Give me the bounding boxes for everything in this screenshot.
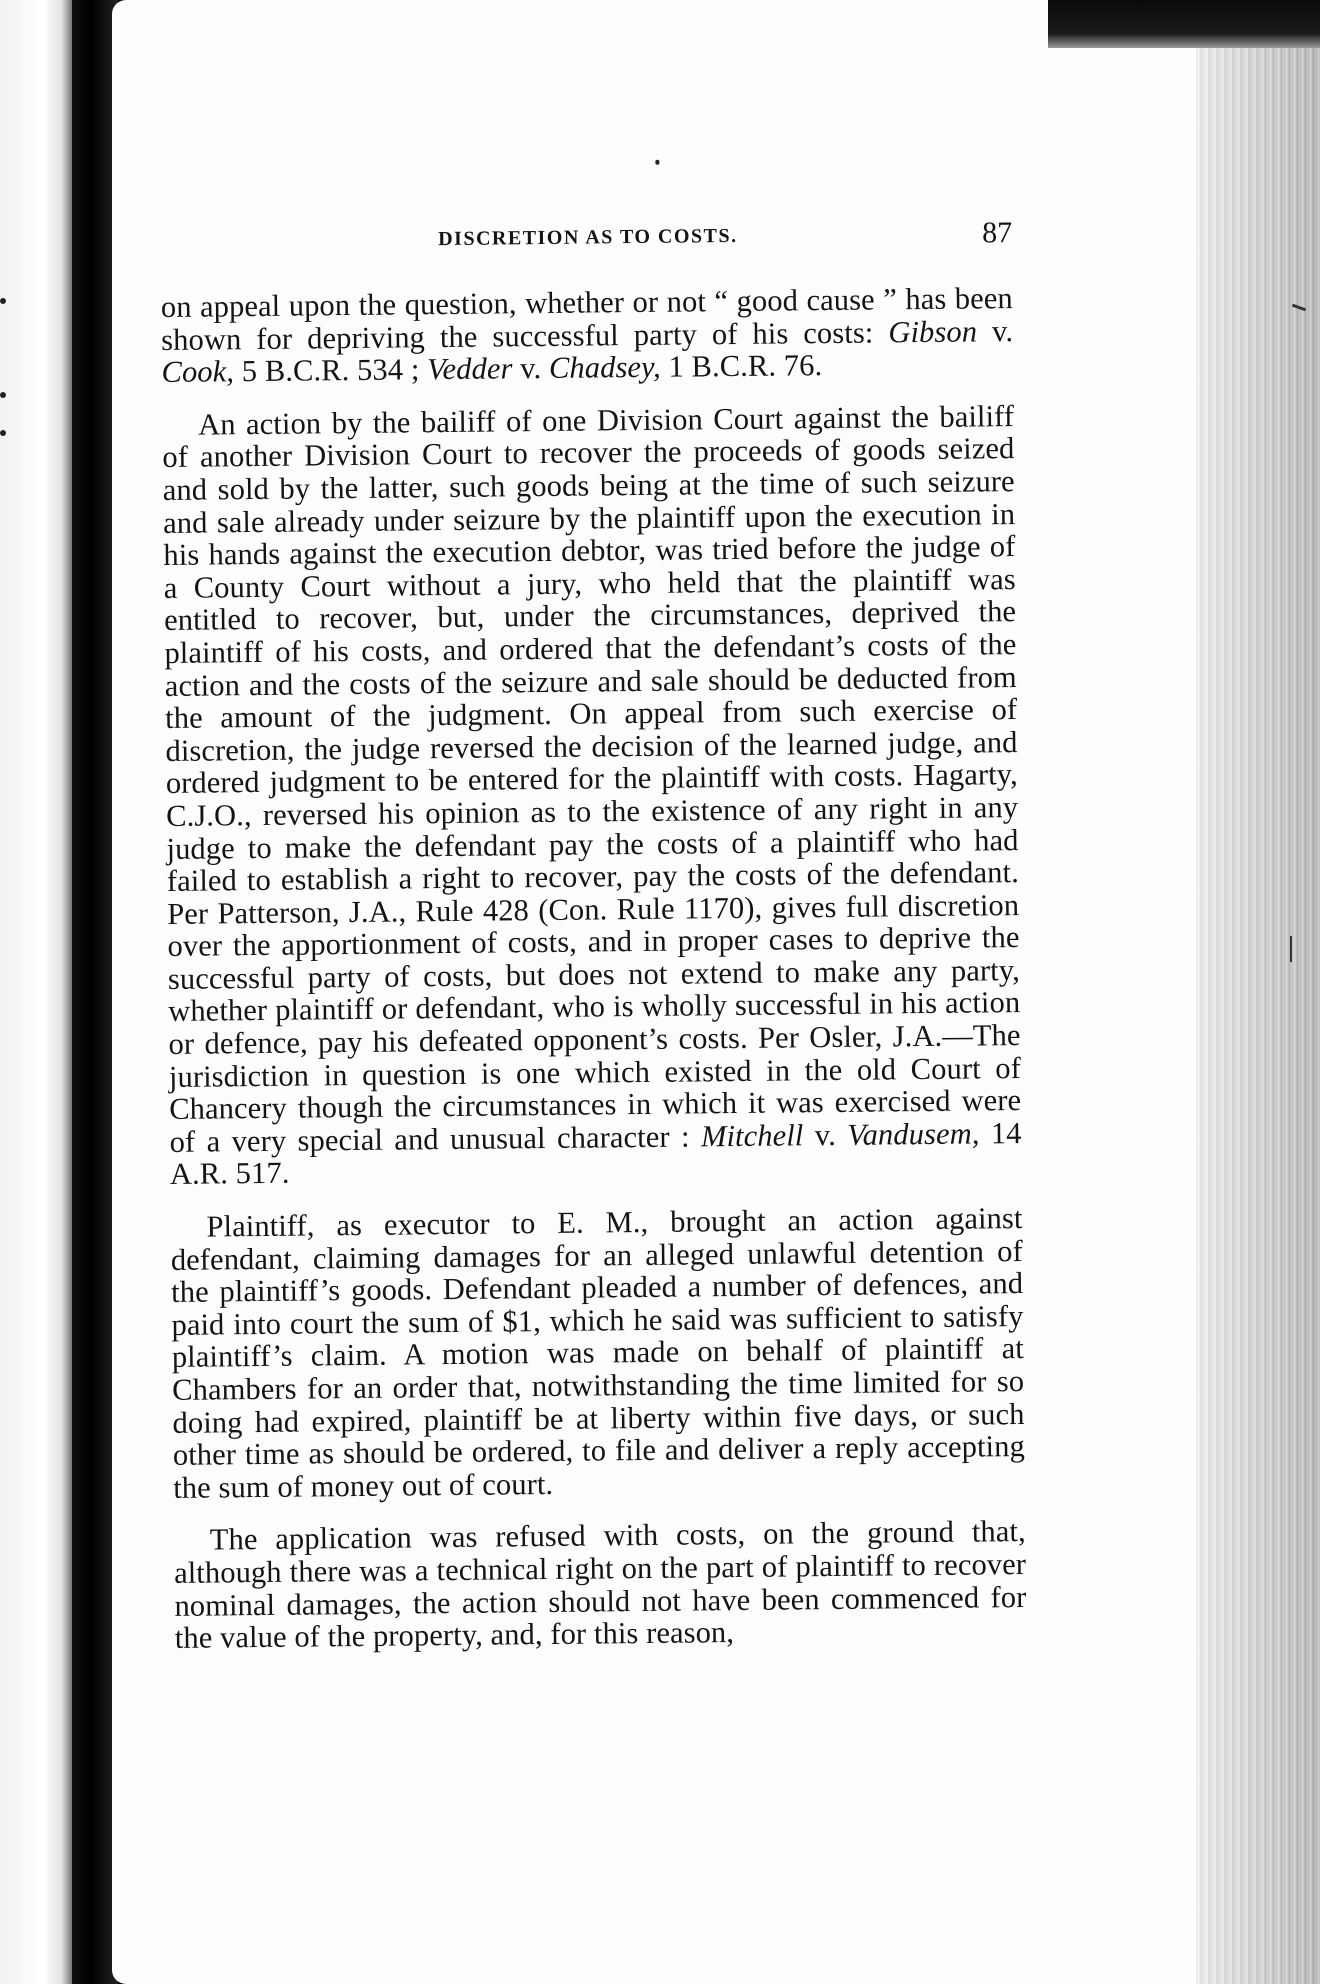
text-run: v. [976, 313, 1014, 349]
paragraph [162, 400, 1022, 1191]
case-name: Gibson [888, 314, 978, 349]
text-run: on appeal upon the question, whether or not “ good cause ” has been shown for depriving the successful party of his costs: [160, 281, 1013, 357]
page-edges [1196, 48, 1320, 1984]
text-run: v. [803, 1117, 848, 1153]
text-run: 5 B.C.R. 534 ; [233, 352, 428, 389]
text-run: An action by the bailiff of one Division Court against the bailiff of another Division Court to recover the proceeds of goods seized and sold by the latter, such goods being at the time of such seizure and sale already under seizure by the plaintiff upon the execution in his hands against the execution debtor, was tried before the judge of a County Court without a jury, who held that the plaintiff was entitled to recover, but, under the circumstances, deprived the plaintiff of his costs, and ordered that the defendant’s costs of the action and the costs of the seizure and sale should be deducted from the amount of the judgment. On appeal from such exercise of discretion, the judge reversed the decision of the learned judge, and ordered judgment to be entered for the plaintiff with costs. Hagarty, C.J.O., reversed his opinion as to the existence of any right in any judge to make the defendant pay the costs of a plaintiff who had failed to establish a right to recover, pay the costs of the defendant. Per Patterson, J.A., Rule 428 (Con. Rule 1170), gives full discretion over the apportionment of costs, and in proper cases to deprive the successful party of costs, but does not extend to make any party, whether plaintiff or defendant, who is wholly successful in his action or defence, pay his defeated opponent’s costs. Per Osler, J.A.—The jurisdiction in question is one which existed in the old Court of Chancery though the circumstances in which it was exercised were of a very special and unusual character : [162, 398, 1022, 1159]
case-name: Mitchell [700, 1118, 804, 1154]
paragraph [161, 282, 1014, 389]
case-name: Chadsey, [548, 349, 661, 386]
running-title: DISCRETION AS TO COSTS. [438, 224, 738, 251]
page-mark [0, 298, 6, 304]
case-name: Vandusem, [847, 1116, 980, 1152]
page-mark [0, 430, 6, 436]
paragraph [174, 1515, 1027, 1654]
case-name: Cook, [161, 354, 235, 390]
edge-mark [1290, 936, 1292, 962]
page-number: 87 [981, 216, 1013, 250]
text-run: v. [512, 351, 550, 386]
text-run: 1 B.C.R. 76. [660, 348, 823, 384]
text-run: The application was refused with costs, on the ground that, although there was a technical right on the part of plaintiff to recover nominal damages, the action should not have been commenced for the value of the property, and, for this reason, [173, 1514, 1027, 1656]
facing-page-edge [0, 0, 72, 1984]
text-run: Plaintiff, as executor to E. M., brought an action against defendant, claiming damages for an alleged unlawful detention of the plaintiff’s goods. Defendant pleaded a number of defences, and paid into court the sum of $1, which he said was sufficient to satisfy plaintiff’s claim. A motion was made on behalf of plaintiff at Chambers for an order that, notwithstanding the time limited for so doing had expired, plaintiff be at liberty within five days, or such other time as should be ordered, to file and deliver a reply accepting the sum of money out of court. [170, 1201, 1026, 1505]
page-text [160, 216, 1027, 1675]
scan-border-top [1048, 0, 1320, 48]
text-run: 14 A.R. 517. [169, 1115, 1022, 1192]
print-speck [655, 160, 659, 165]
page-mark [0, 392, 6, 398]
running-head [160, 216, 1012, 269]
case-name: Vedder [426, 351, 513, 387]
paragraph [170, 1202, 1025, 1504]
